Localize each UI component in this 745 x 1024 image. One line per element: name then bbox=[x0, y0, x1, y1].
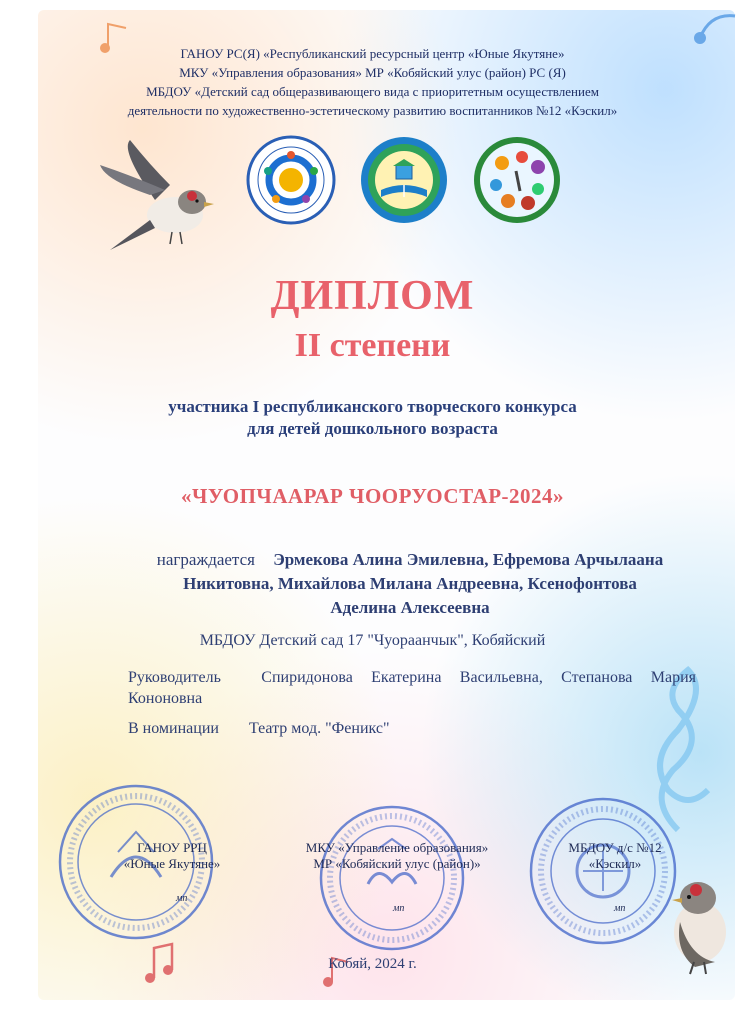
recipient-names: Эрмекова Алина Эмилевна, Ефремова Арчылаана Никитовна, Михайлова Милана Андреевна, Ксенофонтова Аделина Алексеевна bbox=[183, 550, 664, 617]
seal-mark: мп bbox=[393, 903, 405, 914]
music-note-icon bbox=[690, 8, 740, 48]
signature-block bbox=[92, 840, 252, 872]
diploma-subtitle bbox=[0, 396, 745, 440]
seal-mark: мп bbox=[176, 893, 188, 904]
subtitle-line: участника I республиканского творческого конкурса bbox=[168, 397, 577, 416]
signature-line: МКУ «Управление образования» bbox=[305, 840, 489, 855]
signature-line: ГАНОУ РРЦ bbox=[137, 840, 207, 855]
leader-value: Спиридонова Екатерина Васильевна, Степанова Мария Кононовна bbox=[128, 669, 697, 707]
header-line: МКУ «Управления образования» МР «Кобяйский улус (район) РС (Я) bbox=[179, 65, 566, 80]
signature-line: «Кэскил» bbox=[588, 856, 642, 871]
stamp-education-icon bbox=[318, 804, 466, 952]
header-line: ГАНОУ РС(Я) «Республиканский ресурсный центр «Юные Якутяне» bbox=[180, 46, 565, 61]
subtitle-line: для детей дошкольного возраста bbox=[247, 419, 498, 438]
nomination-line bbox=[128, 720, 390, 738]
nomination-value: Театр мод. "Феникс" bbox=[248, 720, 390, 737]
logo-row bbox=[246, 135, 566, 230]
nomination-label: В номинации bbox=[128, 720, 219, 737]
diploma-title: ДИПЛОМ bbox=[270, 273, 475, 319]
organization: МБДОУ Детский сад 17 "Чуораанчык", Кобяйский bbox=[199, 632, 546, 649]
issuer-header bbox=[0, 44, 745, 120]
bird-icon bbox=[100, 140, 220, 255]
award-prefix: награждается bbox=[156, 550, 255, 569]
city-year: Кобяй, 2024 г. bbox=[328, 956, 417, 972]
school-book-logo-icon bbox=[359, 135, 449, 225]
signature-line: МР «Кобяйский улус (район)» bbox=[313, 856, 481, 871]
signature-block bbox=[540, 840, 690, 872]
leader-label: Руководитель bbox=[128, 669, 221, 686]
signature-block bbox=[282, 840, 512, 872]
seal-mark: мп bbox=[614, 903, 626, 914]
header-line: деятельности по художественно-эстетическому развитию воспитанников №12 «Кэскил» bbox=[127, 103, 618, 118]
diploma-degree: II степени bbox=[294, 327, 451, 364]
kids-art-logo-icon bbox=[472, 135, 562, 225]
leader-line bbox=[128, 667, 696, 709]
header-line: МБДОУ «Детский сад общеразвивающего вида с приоритетным осуществлением bbox=[146, 84, 599, 99]
contest-name: «ЧУОПЧААРАР ЧООРУОСТАР-2024» bbox=[180, 484, 565, 508]
center-logo-icon bbox=[246, 135, 336, 225]
award-recipients bbox=[150, 548, 670, 620]
signature-line: «Юные Якутяне» bbox=[123, 856, 221, 871]
signature-line: МБДОУ д/с №12 bbox=[568, 840, 662, 855]
